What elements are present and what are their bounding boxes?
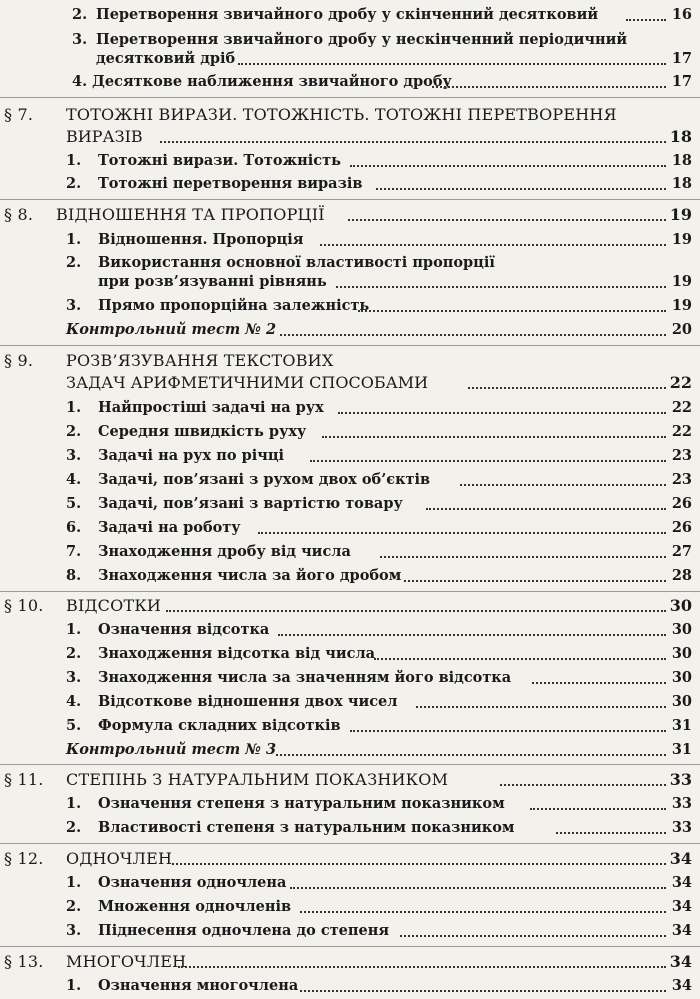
entry-title: Тотожні перетворення виразів xyxy=(98,175,363,192)
entry-number: 4. xyxy=(72,73,88,90)
section-page: 19 xyxy=(669,205,692,224)
leader-dots xyxy=(530,808,666,810)
section-page: 34 xyxy=(669,849,692,868)
entry-number: 2. xyxy=(66,898,82,915)
leader-dots xyxy=(258,532,666,534)
entry-number: 1. xyxy=(66,621,82,638)
entry-page: 33 xyxy=(671,795,692,812)
entry-title: Означення відсотка xyxy=(98,621,270,638)
section-divider xyxy=(0,199,700,200)
leader-dots xyxy=(460,484,666,486)
entry-page: 23 xyxy=(671,471,692,488)
entry-title: Прямо пропорційна залежність xyxy=(98,297,370,314)
entry-page: 31 xyxy=(671,741,692,758)
entry-title: Задачі, пов’язані з рухом двох об’єктів xyxy=(98,471,431,488)
entry-title: Задачі на рух по річці xyxy=(98,447,285,464)
entry-title-continuation: десятковий дріб xyxy=(96,50,236,67)
leader-dots xyxy=(350,165,666,167)
entry-page: 28 xyxy=(671,567,692,584)
leader-dots xyxy=(336,286,666,288)
leader-dots xyxy=(556,832,666,834)
section-divider xyxy=(0,843,700,844)
entry-title: Знаходження дробу від числа xyxy=(98,543,351,560)
entry-number: 2. xyxy=(66,175,82,192)
entry-number: 2. xyxy=(66,645,82,662)
section-number: § 7. xyxy=(4,105,34,124)
test-title: Контрольний тест № 2 xyxy=(66,321,277,338)
leader-dots xyxy=(320,244,666,246)
entry-number: 2. xyxy=(66,423,82,440)
section-title: ТОТОЖНІ ВИРАЗИ. ТОТОЖНІСТЬ. ТОТОЖНІ ПЕРЕТВОРЕННЯ xyxy=(66,105,617,124)
section-title: ВІДСОТКИ xyxy=(66,596,162,615)
leader-dots xyxy=(322,436,666,438)
entry-title: Використання основної властивості пропорції xyxy=(98,254,495,271)
entry-number: 3. xyxy=(66,447,82,464)
leader-dots xyxy=(172,863,666,865)
section-page: 22 xyxy=(669,373,692,392)
entry-number: 5. xyxy=(66,717,82,734)
entry-page: 26 xyxy=(671,495,692,512)
entry-title: Задачі на роботу xyxy=(98,519,241,536)
entry-page: 19 xyxy=(671,273,692,290)
entry-title: Знаходження відсотка від числа xyxy=(98,645,376,662)
section-divider xyxy=(0,764,700,765)
section-page: 30 xyxy=(669,596,692,615)
entry-title: Середня швидкість руху xyxy=(98,423,307,440)
entry-page: 22 xyxy=(671,423,692,440)
section-page: 33 xyxy=(669,770,692,789)
entry-title: Означення степеня з натуральним показником xyxy=(98,795,505,812)
leader-dots xyxy=(166,610,666,612)
leader-dots xyxy=(374,658,666,660)
leader-dots xyxy=(432,86,666,88)
entry-title: Означення многочлена xyxy=(98,977,299,994)
entry-title: Формула складних відсотків xyxy=(98,717,341,734)
entry-page: 22 xyxy=(671,399,692,416)
entry-page: 30 xyxy=(671,645,692,662)
section-number: § 12. xyxy=(4,849,44,868)
entry-number: 5. xyxy=(66,495,82,512)
entry-page: 20 xyxy=(671,321,692,338)
entry-page: 16 xyxy=(671,6,692,23)
leader-dots xyxy=(400,935,666,937)
entry-page: 19 xyxy=(671,231,692,248)
leader-dots xyxy=(276,754,666,756)
entry-title: Десяткове наближення звичайного дробу xyxy=(92,73,452,90)
entry-number: 1. xyxy=(66,977,82,994)
section-number: § 9. xyxy=(4,351,34,370)
entry-number: 3. xyxy=(72,31,88,48)
entry-number: 2. xyxy=(66,819,82,836)
leader-dots xyxy=(532,682,666,684)
entry-number: 1. xyxy=(66,231,82,248)
entry-page: 34 xyxy=(671,922,692,939)
section-divider xyxy=(0,591,700,592)
section-title: РОЗВ’ЯЗУВАННЯ ТЕКСТОВИХ xyxy=(66,351,334,370)
leader-dots xyxy=(300,990,666,992)
leader-dots xyxy=(310,460,666,462)
leader-dots xyxy=(338,412,666,414)
entry-title: Означення одночлена xyxy=(98,874,287,891)
entry-title: Перетворення звичайного дробу у скінченний десятковий xyxy=(96,6,599,23)
entry-title-continuation: при розв’язуванні рівнянь xyxy=(98,273,327,290)
entry-number: 3. xyxy=(66,669,82,686)
entry-number: 7. xyxy=(66,543,82,560)
leader-dots xyxy=(416,706,666,708)
section-page: 18 xyxy=(669,127,692,146)
entry-number: 8. xyxy=(66,567,82,584)
section-number: § 8. xyxy=(4,205,34,224)
entry-page: 30 xyxy=(671,669,692,686)
leader-dots xyxy=(380,556,666,558)
test-title: Контрольний тест № 3 xyxy=(66,741,277,758)
entry-title: Відсоткове відношення двох чисел xyxy=(98,693,398,710)
leader-dots xyxy=(404,580,666,582)
section-title: СТЕПІНЬ З НАТУРАЛЬНИМ ПОКАЗНИКОМ xyxy=(66,770,449,789)
entry-title: Знаходження числа за значенням його відсотка xyxy=(98,669,512,686)
section-title: ОДНОЧЛЕН xyxy=(66,849,173,868)
section-divider xyxy=(0,345,700,346)
entry-title: Найпростіші задачі на рух xyxy=(98,399,324,416)
entry-page: 34 xyxy=(671,874,692,891)
entry-title: Перетворення звичайного дробу у нескінченний періодичний xyxy=(96,31,628,48)
entry-page: 18 xyxy=(671,175,692,192)
section-title: ВІДНОШЕННЯ ТА ПРОПОРЦІЇ xyxy=(56,205,325,224)
leader-dots xyxy=(468,387,666,389)
entry-page: 34 xyxy=(671,977,692,994)
section-number: § 10. xyxy=(4,596,44,615)
entry-number: 2. xyxy=(72,6,88,23)
leader-dots xyxy=(350,730,666,732)
entry-number: 3. xyxy=(66,922,82,939)
entry-page: 27 xyxy=(671,543,692,560)
entry-number: 1. xyxy=(66,795,82,812)
entry-number: 1. xyxy=(66,152,82,169)
leader-dots xyxy=(160,141,666,143)
leader-dots xyxy=(500,784,666,786)
entry-number: 4. xyxy=(66,471,82,488)
leader-dots xyxy=(358,310,666,312)
leader-dots xyxy=(376,188,666,190)
entry-page: 30 xyxy=(671,693,692,710)
entry-title: Властивості степеня з натуральним показником xyxy=(98,819,515,836)
entry-page: 31 xyxy=(671,717,692,734)
entry-number: 1. xyxy=(66,874,82,891)
entry-page: 33 xyxy=(671,819,692,836)
leader-dots xyxy=(290,887,666,889)
entry-title: Відношення. Пропорція xyxy=(98,231,304,248)
section-number: § 11. xyxy=(4,770,44,789)
entry-number: 6. xyxy=(66,519,82,536)
section-divider xyxy=(0,946,700,947)
entry-title: Піднесення одночлена до степеня xyxy=(98,922,390,939)
leader-dots xyxy=(238,63,666,65)
entry-title: Знаходження числа за його дробом xyxy=(98,567,402,584)
section-title-continuation: ВИРАЗІВ xyxy=(66,127,143,146)
entry-number: 3. xyxy=(66,297,82,314)
entry-title: Задачі, пов’язані з вартістю товару xyxy=(98,495,403,512)
leader-dots xyxy=(626,19,666,21)
entry-title: Множення одночленів xyxy=(98,898,292,915)
entry-page: 23 xyxy=(671,447,692,464)
section-page: 34 xyxy=(669,952,692,971)
section-title-continuation: ЗАДАЧ АРИФМЕТИЧНИМИ СПОСОБАМИ xyxy=(66,373,429,392)
entry-page: 19 xyxy=(671,297,692,314)
leader-dots xyxy=(178,966,666,968)
entry-number: 1. xyxy=(66,399,82,416)
leader-dots xyxy=(426,508,666,510)
entry-page: 17 xyxy=(671,50,692,67)
section-number: § 13. xyxy=(4,952,44,971)
entry-page: 17 xyxy=(671,73,692,90)
leader-dots xyxy=(348,219,666,221)
entry-number: 2. xyxy=(66,254,82,271)
entry-page: 18 xyxy=(671,152,692,169)
leader-dots xyxy=(280,334,666,336)
entry-page: 26 xyxy=(671,519,692,536)
entry-title: Тотожні вирази. Тотожність xyxy=(98,152,341,169)
section-divider xyxy=(0,97,700,98)
entry-number: 4. xyxy=(66,693,82,710)
leader-dots xyxy=(278,634,666,636)
leader-dots xyxy=(300,911,666,913)
entry-page: 34 xyxy=(671,898,692,915)
entry-page: 30 xyxy=(671,621,692,638)
section-title: МНОГОЧЛЕН xyxy=(66,952,187,971)
